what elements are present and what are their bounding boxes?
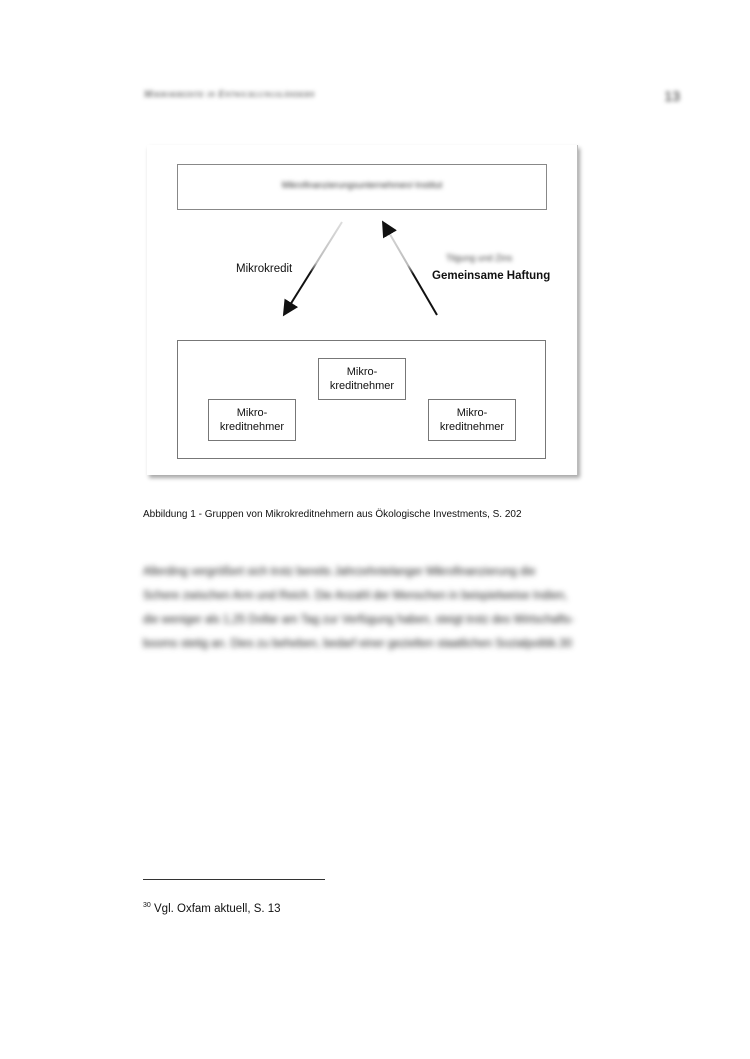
figure-caption: Abbildung 1 - Gruppen von Mikrokreditnehmern aus Ökologische Investments, S. 202 <box>143 509 522 520</box>
page-number: 13 <box>664 88 680 104</box>
borrower-line2: kreditnehmer <box>329 380 395 392</box>
borrower-line2: kreditnehmer <box>219 421 285 433</box>
borrower-line1: Mikro- <box>346 366 378 378</box>
page-header <box>144 90 680 106</box>
borrower-line1: Mikro- <box>456 407 488 419</box>
label-gemeinsame-haftung: Gemeinsame Haftung <box>432 270 551 282</box>
institution-label: Mikrofinanzierungsunternehmen/-Institut <box>281 180 443 190</box>
body-line: Schere zwischen Arm und Reich. Die Anzahl der Menschen in beispielweise Indien, <box>143 590 568 602</box>
label-tilgung-zins: Tilgung und Zins <box>446 253 513 263</box>
footnote <box>143 902 281 915</box>
body-line: booms stetig an. Dies zu beheben, bedarf einer gezielten staatlichen Sozialpolitik.30 <box>143 638 572 650</box>
body-line: die weniger als 1,25 Dollar am Tag zur Verfügung haben, steigt trotz des Wirtschafts- <box>143 614 575 626</box>
label-mikrokredit: Mikrokredit <box>236 263 293 275</box>
footnote-number: 30 <box>143 902 151 909</box>
borrower-box-right <box>428 399 516 441</box>
borrower-box-center <box>318 358 406 400</box>
running-title: Mikrokredite in Entwicklungsländern <box>144 90 315 100</box>
footnote-separator <box>143 879 325 880</box>
borrower-box-left <box>208 399 296 441</box>
body-paragraph <box>143 560 679 656</box>
arrow-to-institution <box>384 224 437 315</box>
borrower-line1: Mikro- <box>236 407 268 419</box>
arrow-to-borrowers <box>285 222 342 313</box>
footnote-text: Vgl. Oxfam aktuell, S. 13 <box>154 903 281 915</box>
borrower-line2: kreditnehmer <box>439 421 505 433</box>
body-line: Allerding vergrößert sich trotz bereits Jahrzehntelanger Mikrofinanzierung die <box>143 566 536 578</box>
